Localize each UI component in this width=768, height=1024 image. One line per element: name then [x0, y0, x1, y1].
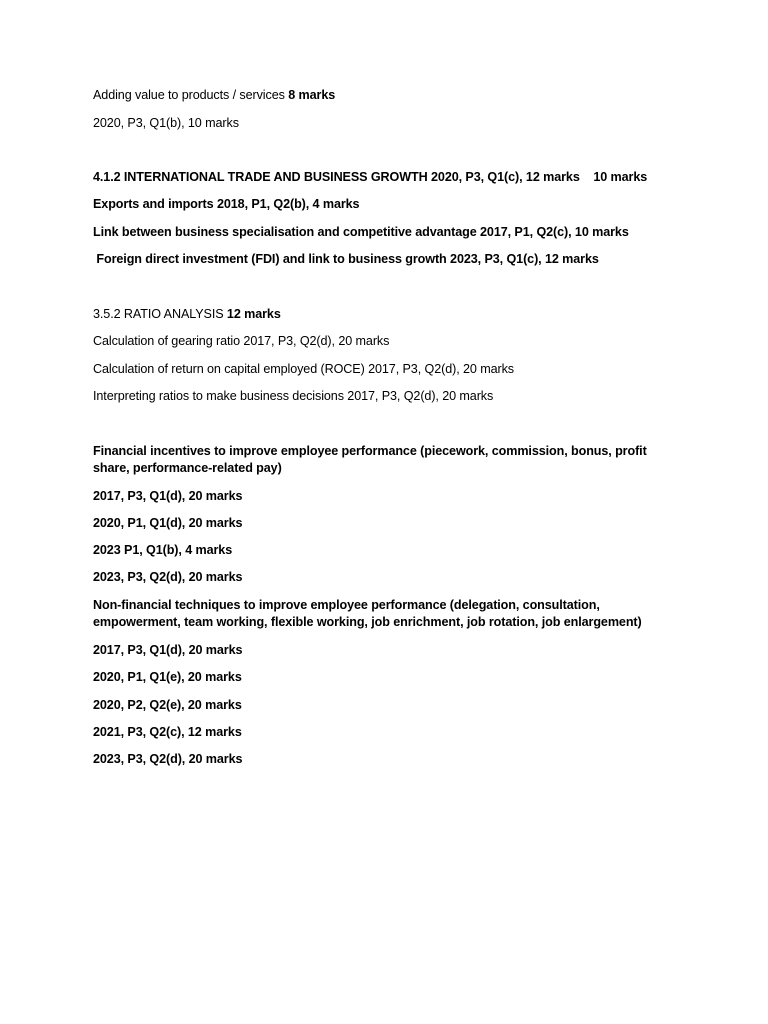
- ratio-item: Calculation of gearing ratio 2017, P3, Q2(d), 20 marks: [93, 334, 390, 348]
- ratio-item: Interpreting ratios to make business decisions 2017, P3, Q2(d), 20 marks: [93, 389, 494, 403]
- value-section-title: [93, 87, 693, 104]
- nonfinancial-ref: 2021, P3, Q2(c), 12 marks: [93, 725, 242, 739]
- nonfinancial-ref: 2020, P1, Q1(e), 20 marks: [93, 670, 242, 684]
- financial-ref: 2023 P1, Q1(b), 4 marks: [93, 543, 233, 557]
- nonfinancial-ref: 2020, P2, Q2(e), 20 marks: [93, 698, 242, 712]
- financial-ref: 2017, P3, Q1(d), 20 marks: [93, 489, 243, 503]
- value-title-text: Adding value to products / services: [93, 88, 289, 102]
- trade-item: Link between business specialisation and competitive advantage 2017, P1, Q2(c), 10 marks: [93, 225, 629, 239]
- value-title-marks: 8 marks: [288, 88, 336, 102]
- financial-ref: 2023, P3, Q2(d), 20 marks: [93, 570, 243, 584]
- ratio-heading-marks: 12 marks: [226, 307, 281, 321]
- nonfinancial-ref: 2023, P3, Q2(d), 20 marks: [93, 752, 243, 766]
- trade-section-heading: 4.1.2 INTERNATIONAL TRADE AND BUSINESS GROWTH 2020, P3, Q1(c), 12 marks 10 marks: [93, 170, 648, 184]
- value-section-ref: 2020, P3, Q1(b), 10 marks: [93, 116, 239, 130]
- ratio-item: Calculation of return on capital employed (ROCE) 2017, P3, Q2(d), 20 marks: [93, 362, 514, 376]
- trade-item: Exports and imports 2018, P1, Q2(b), 4 marks: [93, 197, 360, 211]
- trade-item: Foreign direct investment (FDI) and link to business growth 2023, P3, Q1(c), 12 marks: [93, 252, 599, 266]
- financial-section-heading: Financial incentives to improve employee performance (piecework, commission, bonus, profit share, performance-related pay): [93, 444, 647, 475]
- ratio-heading-text: 3.5.2 RATIO ANALYSIS: [93, 307, 227, 321]
- nonfinancial-section-heading: Non-financial techniques to improve employee performance (delegation, consultation, empowerment, team working, flexible working, job enrichment, job rotation, job enlargement): [93, 598, 642, 629]
- ratio-section-heading: [93, 306, 693, 323]
- financial-ref: 2020, P1, Q1(d), 20 marks: [93, 516, 243, 530]
- nonfinancial-ref: 2017, P3, Q1(d), 20 marks: [93, 643, 243, 657]
